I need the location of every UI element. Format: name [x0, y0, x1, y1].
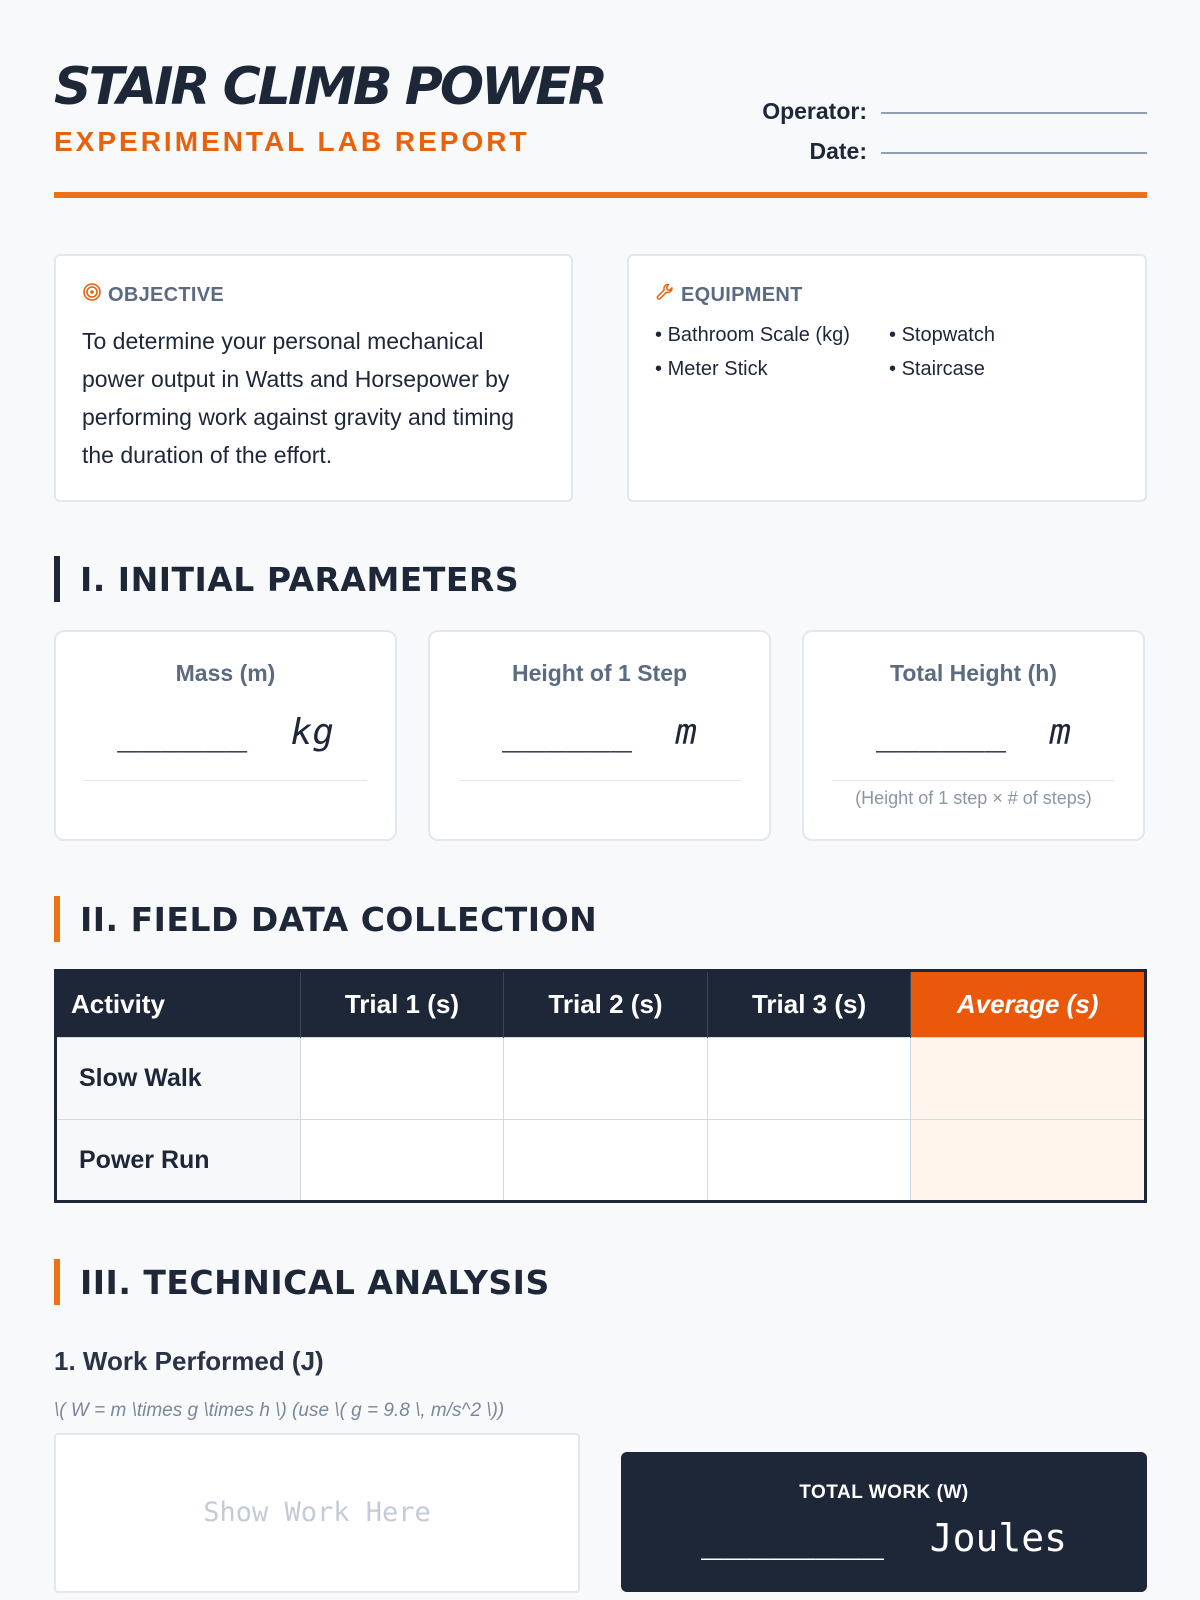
equipment-heading-text: EQUIPMENT — [681, 283, 803, 306]
trial-cell[interactable] — [707, 1038, 911, 1120]
section-field-data — [54, 896, 597, 942]
column-header-average: Average (s) — [911, 971, 1146, 1038]
target-icon — [82, 282, 108, 308]
objective-heading-text: OBJECTIVE — [108, 283, 225, 306]
param-unit: m — [675, 712, 698, 753]
report-title: STAIR CLIMB POWER — [54, 57, 605, 117]
equipment-item: • Staircase — [889, 356, 1119, 382]
trial-cell[interactable] — [300, 1120, 504, 1202]
param-value-field[interactable]: ______ m — [501, 712, 698, 753]
wrench-icon — [655, 282, 681, 308]
trial-cell[interactable] — [504, 1120, 708, 1202]
equipment-item: • Stopwatch — [889, 322, 1119, 348]
param-card-step-height — [428, 630, 771, 841]
section-heading: II. FIELD DATA COLLECTION — [80, 899, 598, 939]
equipment-list — [655, 322, 1125, 382]
equipment-item: • Bathroom Scale (kg) — [655, 322, 889, 348]
date-field[interactable] — [881, 152, 1147, 154]
column-header: Trial 1 (s) — [300, 971, 504, 1038]
lab-report-page — [54, 0, 1147, 1600]
work-subheading: 1. Work Performed (J) — [54, 1346, 324, 1376]
param-unit: m — [1049, 712, 1072, 753]
result-label: TOTAL WORK (W) — [799, 1482, 969, 1503]
section-marker — [54, 1259, 60, 1305]
equipment-card — [627, 254, 1147, 502]
objective-heading — [82, 282, 224, 308]
param-unit: kg — [290, 712, 334, 753]
param-value-field[interactable]: ______ m — [875, 712, 1072, 753]
total-work-result — [621, 1452, 1147, 1592]
report-header — [54, 56, 1147, 200]
param-label: Mass (m) — [175, 660, 276, 686]
column-header: Trial 3 (s) — [707, 971, 911, 1038]
show-work-box[interactable] — [54, 1433, 580, 1593]
report-subtitle: EXPERIMENTAL LAB REPORT — [54, 126, 530, 157]
param-divider — [84, 780, 367, 781]
param-value-field[interactable]: ______ kg — [117, 712, 334, 753]
operator-field[interactable] — [881, 112, 1147, 114]
show-work-placeholder: Show Work Here — [203, 1497, 431, 1528]
param-divider — [832, 780, 1115, 781]
operator-row — [747, 94, 1147, 128]
trial-cell[interactable] — [504, 1038, 708, 1120]
equipment-item: • Meter Stick — [655, 356, 889, 382]
param-label: Height of 1 Step — [511, 660, 688, 686]
column-header: Trial 2 (s) — [504, 971, 708, 1038]
section-heading: I. INITIAL PARAMETERS — [80, 559, 520, 599]
date-label: Date: — [809, 138, 867, 164]
equipment-heading — [655, 282, 803, 308]
result-value-field[interactable]: ________ Joules — [700, 1516, 1068, 1560]
column-header: Activity — [56, 971, 301, 1038]
activity-cell: Power Run — [56, 1120, 301, 1202]
section-heading: III. TECHNICAL ANALYSIS — [80, 1262, 550, 1302]
section-initial-parameters — [54, 556, 519, 602]
table-row — [56, 1120, 1146, 1202]
activity-cell: Slow Walk — [56, 1038, 301, 1120]
section-marker — [54, 896, 60, 942]
average-cell[interactable] — [911, 1120, 1146, 1202]
average-cell[interactable] — [911, 1038, 1146, 1120]
param-card-mass — [54, 630, 397, 841]
trial-cell[interactable] — [707, 1120, 911, 1202]
param-card-total-height — [802, 630, 1145, 841]
header-divider — [54, 192, 1147, 198]
objective-card — [54, 254, 573, 502]
work-formula: \( W = m \times g \times h \) (use \( g = 9.8 \, m/s^2 \)) — [54, 1400, 505, 1421]
table-header-row — [56, 971, 1146, 1038]
section-technical-analysis — [54, 1259, 550, 1305]
param-label: Total Height (h) — [890, 660, 1057, 686]
date-row — [747, 134, 1147, 168]
result-unit: Joules — [929, 1516, 1068, 1560]
param-note: (Height of 1 step × # of steps) — [855, 788, 1092, 808]
table-row — [56, 1038, 1146, 1120]
param-divider — [458, 780, 741, 781]
operator-label: Operator: — [762, 98, 867, 124]
objective-text: To determine your personal mechanical power output in Watts and Horsepower by performing work against gravity and timing the duration of the effort. — [82, 328, 515, 468]
field-data-table — [54, 969, 1147, 1203]
trial-cell[interactable] — [300, 1038, 504, 1120]
section-marker — [54, 556, 60, 602]
